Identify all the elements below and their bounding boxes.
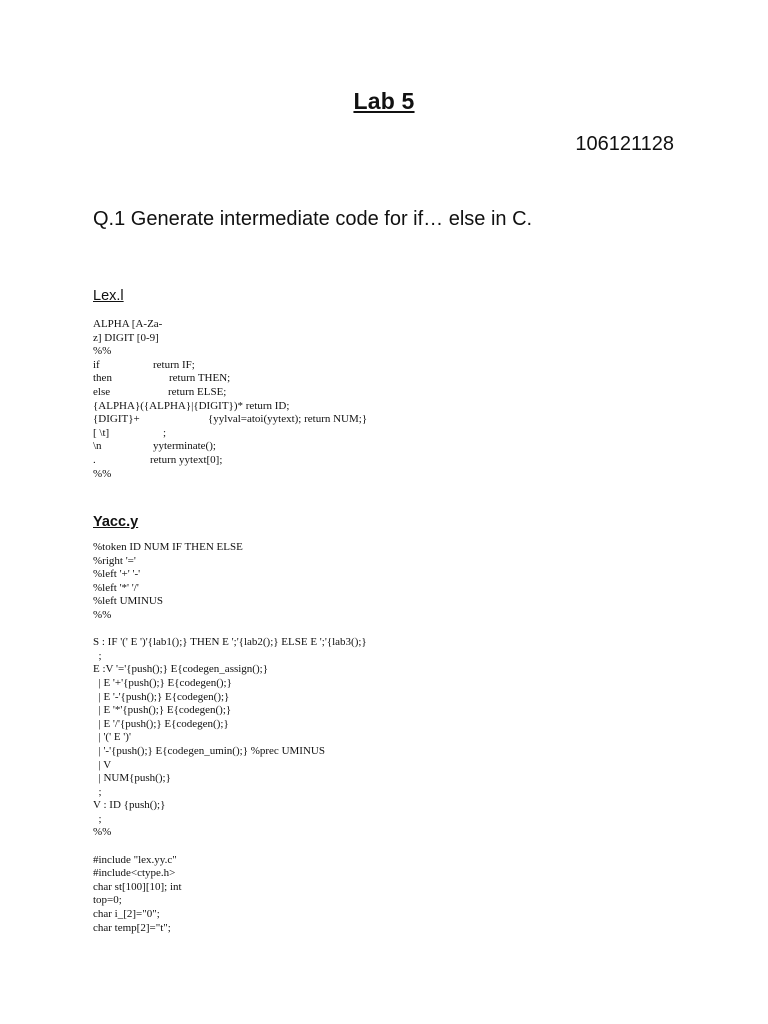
- lex-code-line: [93, 440, 367, 454]
- yacc-code-line: %left '+' '-': [93, 568, 141, 581]
- lex-code-line: [93, 413, 367, 427]
- yacc-code-line: | V: [93, 758, 112, 771]
- lex-action: return ELSE;: [168, 385, 227, 398]
- yacc-code-line: %%: [93, 826, 112, 839]
- lex-action: return THEN;: [169, 372, 231, 385]
- roll-number: 106121128: [575, 133, 674, 155]
- yacc-code-line: ;: [93, 785, 102, 798]
- lex-code-line: [93, 468, 367, 482]
- yacc-code-line: S : IF '(' E ')'{lab1();} THEN E ';'{lab2();} ELSE E ';'{lab3();}: [93, 636, 367, 649]
- yacc-code-line: #include "lex.yy.c": [93, 853, 177, 866]
- lex-action: {yylval=atoi(yytext); return NUM;}: [208, 413, 368, 426]
- yacc-code-block: [93, 541, 367, 935]
- yacc-code-line: | NUM{push();}: [93, 772, 171, 785]
- lex-heading: Lex.l: [93, 288, 124, 304]
- lex-pattern: then: [93, 372, 112, 385]
- lex-pattern: \n: [93, 440, 102, 453]
- lex-action: yyterminate();: [153, 440, 216, 453]
- yacc-code-line: top=0;: [93, 894, 122, 907]
- yacc-code-line: %left UMINUS: [93, 595, 163, 608]
- yacc-code-line: ;: [93, 649, 102, 662]
- lex-pattern: [ \t]: [93, 426, 110, 439]
- lex-action: ;: [163, 426, 167, 439]
- yacc-code-line: %%: [93, 608, 112, 621]
- yacc-code-line: | E '*'{push();} E{codegen();}: [93, 704, 232, 717]
- yacc-code-line: V : ID {push();}: [93, 799, 166, 812]
- lex-code-line: [93, 318, 367, 332]
- yacc-code-line: E :V '='{push();} E{codegen_assign();}: [93, 663, 268, 676]
- lex-code-block: [93, 318, 367, 481]
- page-title: Lab 5: [353, 88, 415, 114]
- lex-pattern: %%: [93, 467, 112, 480]
- lex-pattern: z] DIGIT [0-9]: [93, 331, 159, 344]
- yacc-code-line: | '-'{push();} E{codegen_umin();} %prec UMINUS: [93, 744, 325, 757]
- lex-pattern: if: [93, 358, 100, 371]
- lex-pattern: {DIGIT}+: [93, 413, 140, 426]
- yacc-code-line: [93, 840, 367, 854]
- yacc-code-line: | E '-'{push();} E{codegen();}: [93, 690, 230, 703]
- lex-pattern: %%: [93, 345, 112, 358]
- lex-action: return yytext[0];: [150, 453, 223, 466]
- yacc-code-line: #include<ctype.h>: [93, 867, 176, 880]
- yacc-code-line: ;: [93, 812, 102, 825]
- lex-pattern: else: [93, 385, 111, 398]
- lex-action: return IF;: [153, 358, 195, 371]
- yacc-code-line: %right '=': [93, 554, 136, 567]
- yacc-code-line: char st[100][10]; int: [93, 880, 182, 893]
- lex-pattern: ALPHA [A-Za-: [93, 318, 163, 330]
- yacc-code-line: | E '+'{push();} E{codegen();}: [93, 676, 232, 689]
- lex-pattern: .: [93, 453, 96, 466]
- lex-code-line: [93, 386, 367, 400]
- yacc-code-line: char i_[2]="0";: [93, 908, 160, 921]
- lex-code-line: [93, 332, 367, 346]
- lex-code-line: [93, 359, 367, 373]
- yacc-code-line: | E '/'{push();} E{codegen();}: [93, 717, 229, 730]
- lex-code-line: [93, 345, 367, 359]
- lex-pattern: {ALPHA}({ALPHA}|{DIGIT})* return ID;: [93, 399, 290, 412]
- yacc-code-line: %left '*' '/': [93, 581, 139, 594]
- yacc-code-line: char temp[2]="t";: [93, 921, 171, 934]
- lex-code-line: [93, 454, 367, 468]
- lex-code-line: [93, 400, 367, 414]
- yacc-heading: Yacc.y: [93, 514, 139, 530]
- question-text: Q.1 Generate intermediate code for if… else in C.: [93, 208, 533, 230]
- yacc-code-line: [93, 623, 367, 637]
- yacc-code-line: %token ID NUM IF THEN ELSE: [93, 541, 243, 553]
- lex-code-line: [93, 372, 367, 386]
- lex-code-line: [93, 427, 367, 441]
- yacc-code-line: | '(' E ')': [93, 731, 131, 744]
